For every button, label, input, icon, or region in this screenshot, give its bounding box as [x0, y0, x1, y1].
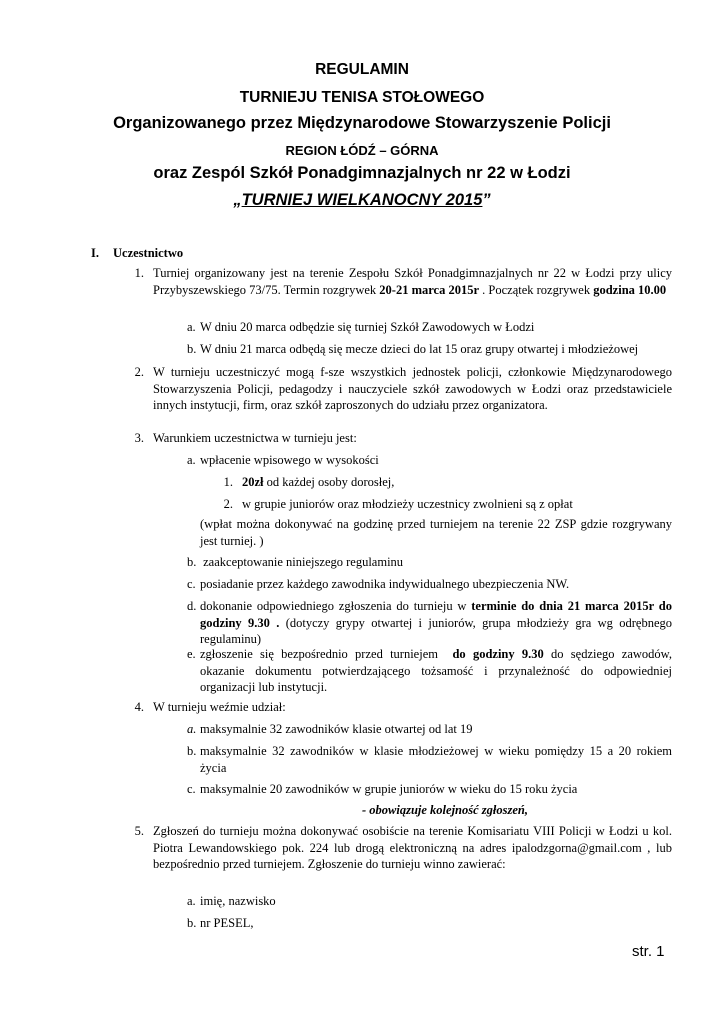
paragraph-1-text: Turniej organizowany jest na terenie Zespołu Szkół Ponadgimnazjalnych nr 22 w Łodzi przy ulicy Przybyszewskiego 73/75. Termin rozgrywek [153, 266, 672, 297]
quote-close: ” [482, 191, 491, 209]
page-number: str. 1 [632, 943, 665, 960]
paragraph-3: Warunkiem uczestnictwa w turnieju jest: [153, 431, 357, 445]
subitem-3a: wpłacenie wpisowego w wysokości [200, 453, 379, 467]
subitem-3e-text2: do sędziego zawodów, okazanie dokumentu potwierdzającego tożsamość i przynależność do odpowiedniej organizacji lub instytucji. [200, 647, 672, 694]
subitem-5b: nr PESEL, [200, 916, 254, 930]
payment-note: (wpłat można dokonywać na godzinę przed turniejem na terenie 22 ZSP gdzie rozgrywany jest turniej. ) [200, 517, 672, 548]
registration-deadline: terminie do dnia 21 marca 2015r do godziny 9.30 . [200, 599, 672, 630]
subitem-3b: zaakceptowanie niniejszego regulaminu [200, 555, 404, 569]
order-note: - obowiązuje kolejność zgłoszeń, [362, 803, 528, 817]
item-number: 2. [134, 365, 144, 379]
section-heading [91, 245, 391, 262]
paragraph-2: W turnieju uczestniczyć mogą f-sze wszystkich jednostek policji, członkowie Międzynarodowego Stowarzyszenia Policji, pedagodzy i nauczyciele szkół zawodowych w Łodzi oraz przedstawiciele innych instytucji, firm, oraz szkół zaproszonych do udziału przez organizatora. [153, 365, 672, 412]
fee-amount: 20zł [242, 475, 264, 489]
subitem-letter: a. [187, 453, 196, 467]
item-number: 5. [134, 824, 144, 838]
title-regulamin: REGULAMIN [315, 61, 409, 78]
subitem-letter: c. [187, 577, 196, 591]
paragraph-1-dates: 20-21 marca 2015r [379, 282, 480, 297]
fee-number: 1. [223, 475, 233, 489]
subitem-4b: maksymalnie 32 zawodników w klasie młodzieżowej w wieku pomiędzy 15 a 20 rokiem życia [200, 744, 672, 775]
title-tournament: TURNIEJU TENISA STOŁOWEGO [239, 89, 485, 106]
subitem-3d [200, 598, 672, 648]
item-number: 3. [134, 431, 144, 445]
subitem-letter: a. [187, 320, 196, 334]
event-name: TURNIEJ WIELKANOCNY 2015 [241, 191, 483, 209]
title-event-name [0, 192, 724, 209]
item-number: 1. [134, 266, 144, 280]
title-organizer: Organizowanego przez Międzynarodowe Stowarzyszenie Policji [113, 114, 611, 132]
subitem-3d-text2: (dotyczy grypy otwartej i juniorów, grupa młodzieży gra wg odrębnego regulaminu) [200, 615, 672, 646]
fee-adults [242, 474, 672, 491]
subitem-3c: posiadanie przez każdego zawodnika indywidualnego ubezpieczenia NW. [200, 577, 570, 591]
subitem-letter: b. [187, 744, 197, 758]
title-school: oraz Zespól Szkół Ponadgimnazjalnych nr 22 w Łodzi [153, 164, 571, 182]
paragraph-1 [153, 265, 672, 298]
subitem-letter: d. [187, 599, 197, 613]
item-number: 4. [134, 700, 144, 714]
subitem-1b: W dniu 21 marca odbędą się mecze dzieci do lat 15 oraz grupy otwartej i młodzieżowej [200, 342, 639, 356]
paragraph-1-time: godzina 10.00 [593, 282, 667, 297]
paragraph-5: Zgłoszeń do turnieju można dokonywać osobiście na terenie Komisariatu VIII Policji w Łodzi u kol. Piotra Lewandowskiego pok. 224 lub drogą elektroniczną na adres ipalodzgorna@gmail.com , lub bezpośrednio przed turniejem. Zgłoszenie do turnieju winno zawierać: [153, 824, 672, 871]
paragraph-1-text2: . Początek rozgrywek [479, 282, 594, 297]
subitem-letter: c. [187, 782, 196, 796]
paragraph-4: W turnieju weźmie udział: [153, 700, 286, 714]
checkin-time: do godziny 9.30 [452, 647, 544, 661]
subitem-letter: b. [187, 916, 197, 930]
subitem-3e [200, 646, 672, 696]
subitem-3e-text: zgłoszenie się bezpośrednio przed turniejem [200, 647, 453, 661]
subitem-3d-text: dokonanie odpowiedniego zgłoszenia do turnieju w [200, 599, 472, 613]
subitem-letter: a. [187, 722, 197, 736]
subitem-letter: b. [187, 342, 197, 356]
fee-number: 2. [223, 497, 233, 511]
subitem-4a: maksymalnie 32 zawodników klasie otwartej od lat 19 [200, 722, 473, 736]
section-number: I. [91, 246, 99, 260]
fee-youth: w grupie juniorów oraz młodzieży uczestnicy zwolnieni są z opłat [242, 497, 573, 511]
subitem-1a: W dniu 20 marca odbędzie się turniej Szkół Zawodowych w Łodzi [200, 320, 535, 334]
title-region: REGION ŁÓDŹ – GÓRNA [285, 143, 439, 158]
subitem-letter: e. [187, 647, 196, 661]
subitem-letter: a. [187, 894, 196, 908]
quote-open: „ [233, 191, 242, 209]
subitem-4c: maksymalnie 20 zawodników w grupie juniorów w wieku do 15 roku życia [200, 782, 578, 796]
subitem-5a: imię, nazwisko [200, 894, 276, 908]
subitem-letter: b. [187, 555, 197, 569]
fee-adults-text: od każdej osoby dorosłej, [263, 475, 395, 489]
section-title: Uczestnictwo [113, 246, 184, 260]
